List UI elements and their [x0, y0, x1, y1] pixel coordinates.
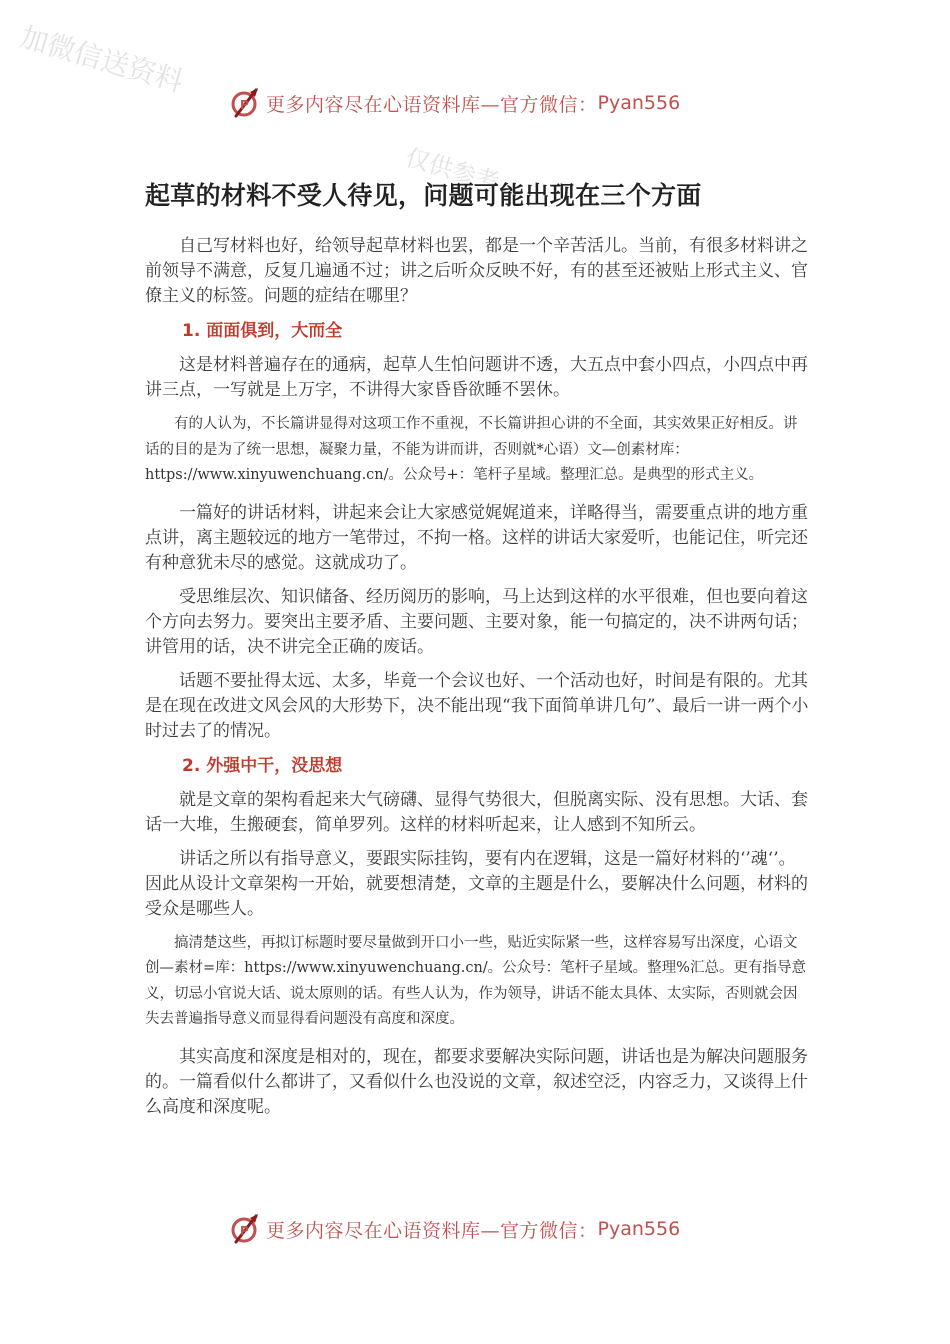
svg-text:P: P	[240, 1224, 249, 1238]
footer-banner	[228, 1209, 680, 1249]
article-paragraph: 一篇好的讲话材料，讲起来会让大家感觉娓娓道来，详略得当，需要重点讲的地方重点讲，离主题较远的地方一笔带过，不拘一格。这样的讲话大家爱听，也能记住，听完还有种意犹未尽的感觉。这就成功了。	[145, 502, 808, 573]
watermark-top-left: 加微信送资料	[16, 20, 187, 99]
banner-wechat-id: Pyan556	[597, 92, 681, 114]
article	[145, 176, 810, 1129]
banner-text: 更多内容尽在心语资料库—官方微信：	[266, 1219, 598, 1242]
watermark-top-middle: 仅供参考	[402, 143, 503, 197]
header-banner	[228, 83, 680, 123]
article-paragraph-small: 搞清楚这些，再拟订标题时要尽量做到开口小一些，贴近实际紧一些，这样容易写出深度，心语文创—素材=库：https://www.xinyuwenchuang.cn/。公众号：笔杆子星域。整理%汇总。更有指导意义，切忌小官说大话、说太原则的话。有些人认为，作为领导，讲话不能太具体、太实际，否则就会因失去普遍指导意义而显得看问题没有高度和深度。	[145, 934, 806, 1027]
quill-logo-icon	[228, 86, 262, 120]
svg-text:P: P	[240, 98, 249, 112]
article-paragraph: 就是文章的架构看起来大气磅礴、显得气势很大，但脱离实际、没有思想。大话、套话一大堆，生搬硬套，简单罗列。这样的材料听起来，让人感到不知所云。	[145, 789, 808, 835]
banner-text: 更多内容尽在心语资料库—官方微信：	[266, 93, 598, 116]
quill-logo-icon	[228, 1212, 262, 1246]
section-heading: 1. 面面俱到，大而全	[182, 321, 343, 341]
article-paragraph: 自己写材料也好，给领导起草材料也罢，都是一个辛苦活儿。当前，有很多材料讲之前领导不满意，反复几遍通不过；讲之后听众反映不好，有的甚至还被贴上形式主义、官僚主义的标签。问题的症结在哪里？	[145, 236, 808, 306]
section-heading: 2. 外强中干，没思想	[182, 755, 343, 776]
article-title: 起草的材料不受人待见，问题可能出现在三个方面	[145, 181, 702, 210]
banner-wechat-id: Pyan556	[597, 1218, 681, 1240]
article-paragraph: 其实高度和深度是相对的，现在，都要求要解决实际问题，讲话也是为解决问题服务的。一篇看似什么都讲了，又看似什么也没说的文章，叙述空泛，内容乏力，又谈得上什么高度和深度呢。	[145, 1046, 808, 1117]
article-paragraph: 这是材料普遍存在的通病，起草人生怕问题讲不透，大五点中套小四点，小四点中再讲三点，一写就是上万字，不讲得大家昏昏欲睡不罢休。	[145, 355, 808, 400]
article-paragraph: 受思维层次、知识储备、经历阅历的影响，马上达到这样的水平很难，但也要向着这个方向去努力。要突出主要矛盾、主要问题、主要对象，能一句搞定的，决不讲两句话；讲管用的话，决不讲完全正确的废话。	[145, 586, 808, 657]
article-paragraph-small: 有的人认为，不长篇讲显得对这项工作不重视，不长篇讲担心讲的不全面，其实效果正好相反。讲话的目的是为了统一思想，凝聚力量，不能为讲而讲，否则就*心语）文—创素材库：https://www.xinyuwenchuang.cn/。公众号+：笔杆子星域。整理汇总。是典型的形式主义。	[145, 416, 798, 483]
article-paragraph: 讲话之所以有指导意义，要跟实际挂钩，要有内在逻辑，这是一篇好材料的‘’魂‘’。因此从设计文章架构一开始，就要想清楚，文章的主题是什么，要解决什么问题，材料的受众是哪些人。	[145, 848, 808, 919]
article-paragraph: 话题不要扯得太远、太多，毕竟一个会议也好、一个活动也好，时间是有限的。尤其是在现在改进文风会风的大形势下，决不能出现“我下面简单讲几句”、最后一讲一两个小时过去了的情况。	[145, 670, 809, 741]
